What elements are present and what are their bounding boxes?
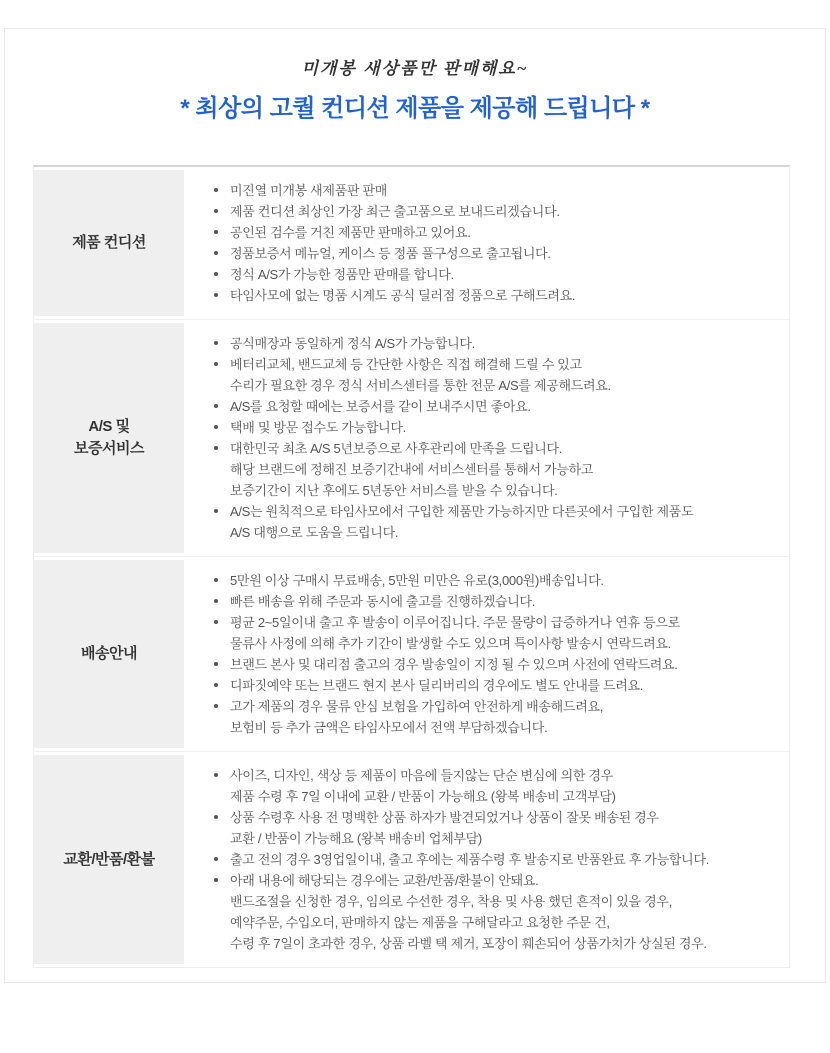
bullet-line: 고가 제품의 경우 물류 안심 보험을 가입하여 안전하게 배송해드려요, bbox=[230, 699, 604, 714]
bullet-item bbox=[213, 354, 693, 396]
bullet-line: 정식 A/S가 가능한 정품만 판매를 합니다. bbox=[230, 267, 454, 282]
info-row-shipping-info bbox=[34, 557, 789, 752]
row-label-exchange-return-refund bbox=[34, 752, 184, 967]
info-row-as-warranty-service bbox=[34, 320, 789, 557]
bullet-line: 출고 전의 경우 3영업일이내, 출고 후에는 제품수령 후 발송지로 반품완료 후 가능합니다. bbox=[230, 852, 710, 867]
bullet-item bbox=[213, 222, 575, 243]
bullet-line: 해당 브랜드에 정해진 보증기간내에 서비스센터를 통해서 가능하고 bbox=[230, 462, 594, 477]
bullet-line: 빠른 배송을 위해 주문과 동시에 출고를 진행하겠습니다. bbox=[230, 594, 536, 609]
row-label-line: A/S 및 bbox=[88, 418, 130, 435]
bullet-item bbox=[213, 438, 693, 501]
bullet-line: 제품 수령 후 7일 이내에 교환 / 반품이 가능해요 (왕복 배송비 고객부담) bbox=[230, 789, 616, 804]
bullet-item bbox=[213, 849, 709, 870]
bullet-line: A/S는 원칙적으로 타임사모에서 구입한 제품만 가능하지만 다른곳에서 구입한 제품도 bbox=[230, 504, 694, 519]
bullet-item bbox=[213, 501, 693, 543]
bullet-line: 타임사모에 없는 명품 시계도 공식 딜러점 정품으로 구해드려요. bbox=[230, 288, 576, 303]
bullet-line: 밴드조절을 신청한 경우, 임의로 수선한 경우, 착용 및 사용 했던 흔적이 있을 경우, bbox=[230, 894, 672, 909]
page-header bbox=[5, 29, 825, 123]
bullet-list bbox=[184, 180, 575, 306]
info-row-exchange-return-refund bbox=[34, 752, 789, 967]
row-content-product-condition bbox=[184, 167, 789, 319]
bullet-item bbox=[213, 654, 680, 675]
bullet-line: 대한민국 최초 A/S 5년보증으로 사후관리에 만족을 드립니다. bbox=[230, 441, 563, 456]
bullet-line: 예약주문, 수입오더, 판매하지 않는 제품을 구해달라고 요청한 주문 건, bbox=[230, 915, 610, 930]
bullet-item bbox=[213, 180, 575, 201]
row-label-text bbox=[34, 323, 184, 553]
bullet-item bbox=[213, 264, 575, 285]
bullet-line: A/S 대행으로 도움을 드립니다. bbox=[230, 525, 399, 540]
handwriting-tagline: 미개봉 새상품만 판매해요~ bbox=[301, 59, 529, 78]
bullet-list bbox=[184, 333, 693, 543]
row-label-text bbox=[34, 170, 184, 316]
bullet-line: 베터리교체, 밴드교체 등 간단한 사항은 직접 해결해 드릴 수 있고 bbox=[230, 357, 582, 372]
bullet-item bbox=[213, 285, 575, 306]
info-row-product-condition bbox=[34, 167, 789, 320]
bullet-line: 브랜드 본사 및 대리점 출고의 경우 발송일이 지정 될 수 있으며 사전에 연락드려요. bbox=[230, 657, 678, 672]
bullet-list bbox=[184, 765, 709, 954]
row-label-shipping-info bbox=[34, 557, 184, 751]
bullet-item bbox=[213, 333, 693, 354]
bullet-line: 택배 및 방문 접수도 가능합니다. bbox=[230, 420, 406, 435]
bullet-item bbox=[213, 807, 709, 849]
bullet-line: 수리가 필요한 경우 정식 서비스센터를 통한 전문 A/S를 제공해드려요. bbox=[230, 378, 611, 393]
row-content-exchange-return-refund bbox=[184, 752, 789, 967]
bullet-list bbox=[184, 570, 680, 738]
bullet-line: 아래 내용에 해당되는 경우에는 교환/반품/환불이 안돼요. bbox=[230, 873, 539, 888]
bullet-item bbox=[213, 675, 680, 696]
bullet-item bbox=[213, 201, 575, 222]
row-label-as-warranty-service bbox=[34, 320, 184, 556]
bullet-line: 공인된 검수를 거친 제품만 판매하고 있어요. bbox=[230, 225, 471, 240]
bullet-line: 교환 / 반품이 가능해요 (왕복 배송비 업체부담) bbox=[230, 831, 482, 846]
bullet-line: 사이즈, 디자인, 색상 등 제품이 마음에 들지않는 단순 변심에 의한 경우 bbox=[230, 768, 613, 783]
info-table bbox=[33, 165, 790, 968]
row-label-product-condition bbox=[34, 167, 184, 319]
bullet-item bbox=[213, 417, 693, 438]
bullet-item bbox=[213, 696, 680, 738]
page-frame bbox=[4, 28, 826, 983]
row-content-shipping-info bbox=[184, 557, 789, 751]
row-content-as-warranty-service bbox=[184, 320, 789, 556]
bullet-item bbox=[213, 765, 709, 807]
bullet-item bbox=[213, 396, 693, 417]
bullet-item bbox=[213, 243, 575, 264]
bullet-line: 평균 2~5일이내 출고 후 발송이 이루어집니다. 주문 물량이 급증하거나 연휴 등으로 bbox=[230, 615, 680, 630]
bullet-line: 상품 수령후 사용 전 명백한 상품 하자가 발견되었거나 상품이 잘못 배송된 경우 bbox=[230, 810, 659, 825]
row-label-line: 배송안내 bbox=[81, 645, 137, 662]
bullet-line: A/S를 요청할 때에는 보증서를 같이 보내주시면 좋아요. bbox=[230, 399, 531, 414]
page-title: * 최상의 고퀄 컨디션 제품을 제공해 드립니다 * bbox=[180, 95, 650, 122]
row-label-text bbox=[34, 755, 184, 964]
row-label-text bbox=[34, 560, 184, 748]
bullet-line: 정품보증서 메뉴얼, 케이스 등 정품 풀구성으로 출고됩니다. bbox=[230, 246, 551, 261]
bullet-item bbox=[213, 591, 680, 612]
bullet-line: 미진열 미개봉 새제품판 판매 bbox=[230, 183, 388, 198]
bullet-line: 물류사 사정에 의해 추가 기간이 발생할 수도 있으며 특이사항 발송시 연락드려요. bbox=[230, 636, 671, 651]
row-label-line: 보증서비스 bbox=[74, 440, 144, 457]
bullet-item bbox=[213, 612, 680, 654]
bullet-line: 보증기간이 지난 후에도 5년동안 서비스를 받을 수 있습니다. bbox=[230, 483, 558, 498]
bullet-line: 5만원 이상 구매시 무료배송, 5만원 미만은 유로(3,000원)배송입니다. bbox=[230, 573, 604, 588]
bullet-line: 수령 후 7일이 초과한 경우, 상품 라벨 택 제거, 포장이 훼손되어 상품가치가 상실된 경우. bbox=[230, 936, 707, 951]
row-label-line: 제품 컨디션 bbox=[72, 234, 146, 251]
bullet-line: 제품 컨디션 최상인 가장 최근 출고품으로 보내드리겠습니다. bbox=[230, 204, 560, 219]
bullet-item bbox=[213, 570, 680, 591]
bullet-line: 공식매장과 동일하게 정식 A/S가 가능합니다. bbox=[230, 336, 475, 351]
bullet-line: 보험비 등 추가 금액은 타임사모에서 전액 부담하겠습니다. bbox=[230, 720, 548, 735]
bullet-line: 디파짓예약 또는 브랜드 현지 본사 딜리버리의 경우에도 별도 안내를 드려요. bbox=[230, 678, 644, 693]
bullet-item bbox=[213, 870, 709, 954]
row-label-line: 교환/반품/환불 bbox=[63, 850, 155, 868]
